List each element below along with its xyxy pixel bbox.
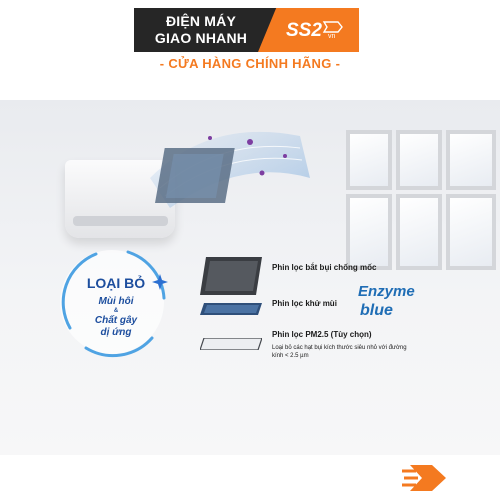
- brand-name: [146, 13, 256, 47]
- deodorizing-filter-image: [200, 303, 262, 315]
- brand-line-2: GIAO NHANH: [154, 30, 248, 46]
- delivery-arrow-icon: [324, 22, 342, 32]
- dust-filter-image: [200, 257, 262, 295]
- enzyme-word: Enzyme: [358, 283, 415, 300]
- product-feature-panel: [0, 100, 500, 455]
- pm25-filter-image: [200, 338, 262, 350]
- remove-badge: [62, 248, 180, 366]
- filter-pm25-description: Loại bỏ các hạt bụi kích thước siêu nhỏ với đường kính < 2.5 µm: [272, 345, 407, 359]
- badge-title: LOẠI BỎ: [86, 275, 146, 291]
- brand-banner: [134, 8, 359, 52]
- ss2-logo: [284, 16, 354, 42]
- exploded-filter-illustration: [150, 118, 340, 228]
- store-header: [0, 0, 500, 100]
- badge-line-1: Mùi hôi: [98, 296, 134, 307]
- logo-suffix: vn: [328, 33, 336, 40]
- tagline: - CỬA HÀNG CHÍNH HÃNG -: [159, 56, 341, 71]
- delivery-arrow-icon: [402, 463, 452, 493]
- badge-ampersand: &: [113, 308, 119, 314]
- filter-label-pm25: Phin lọc PM2.5 (Tùy chọn): [272, 330, 372, 339]
- filter-label-dust: Phin lọc bắt bụi chống mốc: [272, 263, 377, 272]
- badge-line-2: Chất gây: [94, 315, 138, 326]
- brand-line-1: ĐIỆN MÁY: [165, 13, 237, 29]
- filter-label-deodorizing: Phin lọc khử mùi: [272, 299, 337, 308]
- background-window: [346, 130, 496, 270]
- logo-text: SS2: [286, 20, 322, 41]
- enzyme-blue-logo: [358, 280, 448, 320]
- badge-line-3: dị ứng: [100, 327, 132, 338]
- blue-word: blue: [360, 302, 393, 319]
